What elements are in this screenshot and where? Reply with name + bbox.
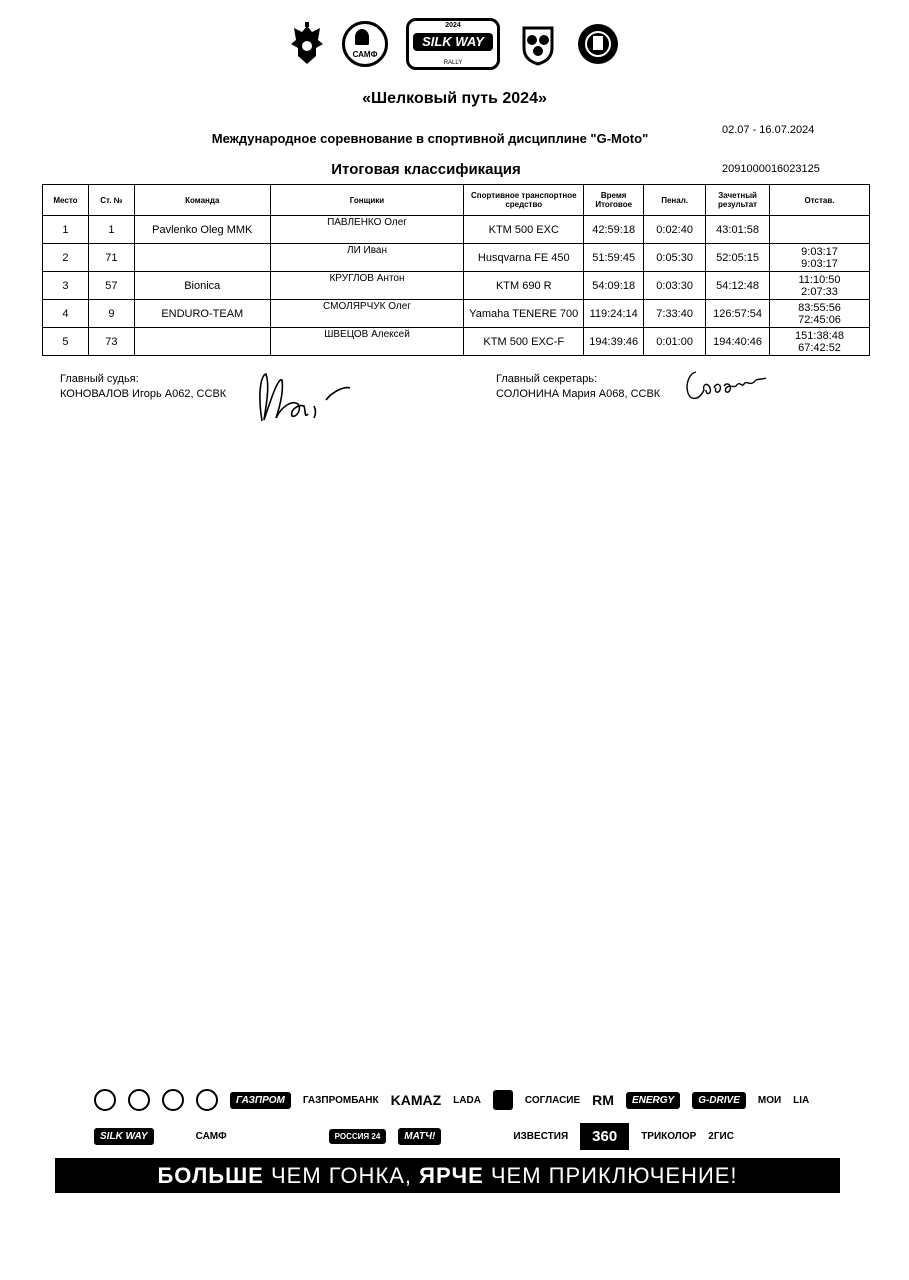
gap-cell: 11:10:50 2:07:33: [770, 272, 870, 300]
racer-cell: ЛИ Иван: [270, 244, 464, 272]
competition-dates: 02.07 - 16.07.2024: [722, 124, 815, 136]
team-cell: [134, 244, 270, 272]
slogan-part: ЧЕМ ГОНКА,: [263, 1162, 420, 1188]
chief-judge-title: Главный судья:: [60, 373, 139, 385]
number-cell: 73: [88, 328, 134, 356]
sponsor-logo: ИЗВЕСТИЯ: [513, 1130, 569, 1142]
column-header: Пенал.: [644, 185, 706, 216]
sponsor-logo: LADA: [453, 1094, 481, 1106]
column-header: Ст. №: [88, 185, 134, 216]
sponsor-logo: ENERGY: [626, 1092, 680, 1109]
penalty-cell: 0:05:30: [644, 244, 706, 272]
gap-cell: 83:55:56 72:45:06: [770, 300, 870, 328]
club-emblem-icon: [576, 22, 620, 66]
time-cell: 51:59:45: [584, 244, 644, 272]
column-header: Время Итоговое: [584, 185, 644, 216]
racer-cell: ПАВЛЕНКО Олег: [270, 216, 464, 244]
result-cell: 54:12:48: [706, 272, 770, 300]
penalty-cell: 0:02:40: [644, 216, 706, 244]
place-cell: 2: [43, 244, 89, 272]
competition-subtitle: Международное соревнование в спортивной дисциплине "G-Moto": [211, 131, 649, 146]
table-row: [43, 272, 870, 300]
partner-emblem-icon: [128, 1089, 150, 1111]
number-cell: 57: [88, 272, 134, 300]
judge-signature: [252, 366, 362, 428]
result-cell: 43:01:58: [706, 216, 770, 244]
table-row: [43, 328, 870, 356]
time-cell: 194:39:46: [584, 328, 644, 356]
racer-cell: ШВЕЦОВ Алексей: [270, 328, 464, 356]
classification-title: Итоговая классификация: [331, 161, 521, 178]
team-cell: Pavlenko Oleg MMK: [134, 216, 270, 244]
federation-emblem-icon: [518, 22, 558, 66]
vehicle-cell: Yamaha TENERE 700: [464, 300, 584, 328]
column-header: Спортивное транспортное средство: [464, 185, 584, 216]
racer-cell: СМОЛЯРЧУК Олег: [270, 300, 464, 328]
partner-shield-icon: [493, 1090, 513, 1110]
time-cell: 42:59:18: [584, 216, 644, 244]
gap-cell: [770, 216, 870, 244]
time-cell: 119:24:14: [584, 300, 644, 328]
number-cell: 1: [88, 216, 134, 244]
place-cell: 4: [43, 300, 89, 328]
silkway-rally-badge-icon: 2024 SILK WAY RALLY: [406, 18, 500, 70]
slogan-part: ЧЕМ ПРИКЛЮЧЕНИЕ!: [483, 1162, 738, 1188]
gap-cell: 9:03:17 9:03:17: [770, 244, 870, 272]
column-header: Зачетный результат: [706, 185, 770, 216]
table-row: [43, 216, 870, 244]
place-cell: 3: [43, 272, 89, 300]
chief-secretary-title: Главный секретарь:: [496, 373, 598, 385]
column-header: Отстав.: [770, 185, 870, 216]
table-row: [43, 300, 870, 328]
sponsor-logo: ГАЗПРОМ: [230, 1092, 291, 1109]
results-table: [42, 184, 870, 356]
chief-secretary-name: СОЛОНИНА Мария А068, ССВК: [496, 388, 661, 400]
sponsors-block: [94, 1084, 814, 1152]
vehicle-cell: KTM 500 EXC-F: [464, 328, 584, 356]
place-cell: 1: [43, 216, 89, 244]
document-code: 2091000016023125: [722, 163, 820, 175]
sponsor-logo: ГАЗПРОМБАНК: [302, 1094, 379, 1106]
team-cell: Bionica: [134, 272, 270, 300]
page-title: «Шелковый путь 2024»: [362, 90, 547, 107]
sponsors-row-2: [94, 1120, 814, 1152]
slogan-banner: [55, 1158, 840, 1193]
gap-cell: 151:38:48 67:42:52: [770, 328, 870, 356]
russia-coat-of-arms-icon: [290, 22, 324, 66]
table-row: [43, 244, 870, 272]
sponsor-logo: 360: [580, 1123, 629, 1150]
slogan-part: БОЛЬШЕ: [157, 1162, 264, 1188]
partner-emblem-icon: [196, 1089, 218, 1111]
chief-judge-name: КОНОВАЛОВ Игорь А062, ССВК: [60, 388, 227, 400]
team-cell: ENDURO-TEAM: [134, 300, 270, 328]
header-logos: [290, 16, 620, 72]
result-cell: 194:40:46: [706, 328, 770, 356]
team-cell: [134, 328, 270, 356]
sponsor-logo: LIA: [793, 1094, 810, 1106]
sponsor-logo: МОИ: [757, 1094, 782, 1106]
sponsor-logo: МАТЧ!: [398, 1128, 441, 1145]
sponsor-logo: РОССИЯ 24: [329, 1129, 387, 1144]
penalty-cell: 0:03:30: [644, 272, 706, 300]
place-cell: 5: [43, 328, 89, 356]
partner-emblem-icon: [94, 1089, 116, 1111]
penalty-cell: 7:33:40: [644, 300, 706, 328]
sponsor-logo: СОГЛАСИЕ: [524, 1094, 581, 1106]
column-header: Команда: [134, 185, 270, 216]
time-cell: 54:09:18: [584, 272, 644, 300]
sponsor-logo: SILK WAY: [94, 1128, 154, 1145]
result-cell: 126:57:54: [706, 300, 770, 328]
sponsor-logo: KAMAZ: [390, 1092, 442, 1108]
vehicle-cell: KTM 500 EXC: [464, 216, 584, 244]
sponsor-logo: ТРИКОЛОР: [641, 1130, 697, 1142]
result-cell: 52:05:15: [706, 244, 770, 272]
column-header: Место: [43, 185, 89, 216]
sponsor-logo: RM: [592, 1092, 614, 1108]
slogan-part: ЯРЧЕ: [419, 1162, 484, 1188]
number-cell: 71: [88, 244, 134, 272]
vehicle-cell: KTM 690 R: [464, 272, 584, 300]
number-cell: 9: [88, 300, 134, 328]
table-header-row: [43, 185, 870, 216]
sponsor-logo: G-DRIVE: [692, 1092, 746, 1109]
column-header: Гонщики: [270, 185, 464, 216]
secretary-signature: [682, 366, 772, 406]
partner-emblem-icon: [162, 1089, 184, 1111]
samf-emblem-icon: САМФ: [342, 21, 388, 67]
sponsor-logo: 2ГИС: [708, 1130, 734, 1142]
vehicle-cell: Husqvarna FE 450: [464, 244, 584, 272]
sponsors-row-1: [94, 1084, 814, 1116]
sponsor-logo: САМФ: [195, 1130, 227, 1142]
penalty-cell: 0:01:00: [644, 328, 706, 356]
racer-cell: КРУГЛОВ Антон: [270, 272, 464, 300]
